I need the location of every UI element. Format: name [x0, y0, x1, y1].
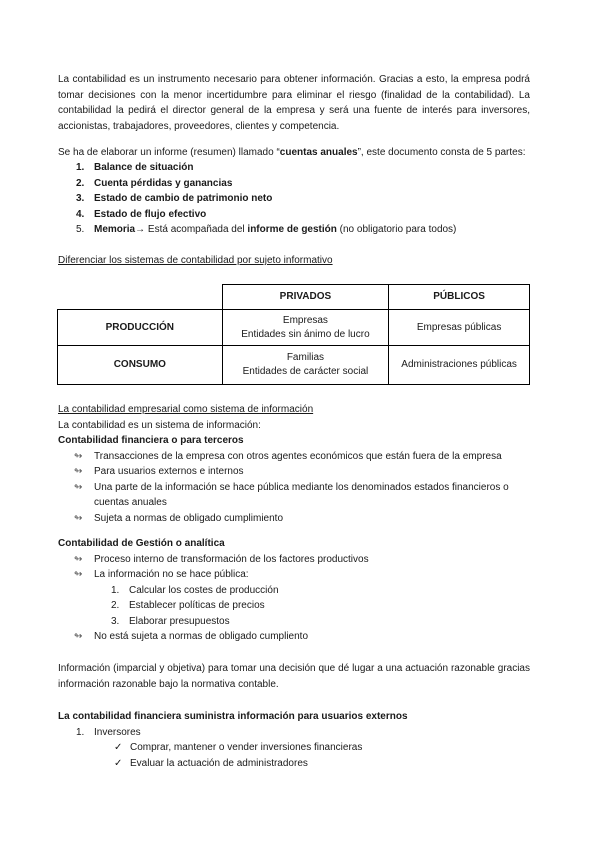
table-row: [58, 310, 530, 346]
list-item: ↬ Para usuarios externos e internos: [74, 464, 538, 480]
list-item: 3. Estado de cambio de patrimonio neto: [76, 193, 273, 204]
gestion-sublist: [111, 583, 538, 630]
curved-arrow-icon: ↬: [74, 466, 83, 477]
list-item: 1. Calcular los costes de producción: [111, 584, 279, 596]
table-cell: Empresas públicas: [389, 310, 530, 346]
empresarial-section: [58, 402, 538, 526]
col-header-publicos: PÚBLICOS: [389, 285, 530, 310]
list-item: ↬ Una parte de la información se hace pública mediante los denominados estados financieros o cuentas anuales: [74, 480, 534, 511]
curved-arrow-icon: ↬: [74, 481, 83, 493]
checkmark-icon: ✓: [114, 757, 123, 769]
intro-paragraph: La contabilidad es un instrumento necesario para obtener información. Gracias a esto, la empresa podrá tomar decisiones con la menor incertidumbre para eliminar el riesgo (finalidad de la contabilidad). La contabilidad la pedirá el director general de la empresa y será una fuente de interés para inversores, accionistas, trabajadores, proveedores, clientes y competencia.: [58, 74, 530, 132]
list-item: 5. Memoria→ Está acompañada del informe de gestión (no obligatorio para todos): [76, 224, 457, 235]
gestion-section: [58, 536, 538, 645]
report-lead: [58, 145, 530, 161]
info-paragraph: Información (imparcial y objetiva) para tomar una decisión que dé lugar a una actuación razonable gracias información razonable bajo la normativa contable.: [58, 663, 530, 690]
list-item: 4. Estado de flujo efectivo: [76, 208, 207, 220]
report-lead-after: ”, este documento consta de 5 partes:: [357, 147, 526, 158]
row-header-consumo: CONSUMO: [58, 346, 223, 385]
list-item: ↬ Proceso interno de transformación de los factores productivos: [74, 552, 538, 568]
curved-arrow-icon: ↬: [74, 512, 83, 524]
list-item: 2. Establecer políticas de precios: [111, 600, 265, 611]
externos-checklist: [114, 740, 538, 771]
list-item: ✓ Evaluar la actuación de administradores: [114, 756, 538, 772]
table-corner: [58, 285, 223, 310]
subjects-table: [57, 284, 530, 385]
report-lead-before: Se ha de elaborar un informe (resumen) llamado “: [58, 147, 280, 158]
table-row: [58, 285, 530, 310]
gestion-list: [74, 552, 538, 645]
list-item: ↬ Transacciones de la empresa con otros agentes económicos que están fuera de la empresa: [74, 449, 538, 465]
list-item: 3. Elaborar presupuestos: [111, 615, 230, 627]
list-item: ↬ Sujeta a normas de obligado cumplimiento: [74, 511, 538, 527]
empresarial-heading: La contabilidad empresarial como sistema de información: [58, 404, 314, 415]
curved-arrow-icon: ↬: [74, 569, 83, 580]
financiera-title: Contabilidad financiera o para terceros: [58, 435, 244, 446]
externos-section: [58, 709, 538, 771]
externos-heading: La contabilidad financiera suministra información para usuarios externos: [58, 711, 408, 722]
table-cell: Familias Entidades de carácter social: [222, 346, 389, 385]
list-item: ↬ La información no se hace pública:: [74, 567, 538, 583]
row-header-produccion: PRODUCCIÓN: [58, 310, 223, 346]
table-cell: Empresas Entidades sin ánimo de lucro: [222, 310, 389, 346]
report-lead-bold: cuentas anuales: [279, 147, 358, 158]
arrow-right-icon: →: [135, 224, 146, 235]
checkmark-icon: ✓: [114, 742, 123, 753]
diff-heading: Diferenciar los sistemas de contabilidad por sujeto informativo: [58, 255, 333, 266]
col-header-privados: PRIVADOS: [222, 285, 389, 310]
curved-arrow-icon: ↬: [74, 450, 83, 462]
financiera-list: [74, 449, 538, 527]
gestion-title: Contabilidad de Gestión o analítica: [58, 538, 225, 549]
curved-arrow-icon: ↬: [74, 553, 83, 565]
table-cell: Administraciones públicas: [389, 346, 530, 385]
report-parts-list: [76, 160, 536, 238]
table-row: [58, 346, 530, 385]
curved-arrow-icon: ↬: [74, 631, 83, 642]
list-item: ↬ No está sujeta a normas de obligado cumpliento: [74, 629, 538, 645]
list-item: ✓ Comprar, mantener o vender inversiones financieras: [114, 740, 538, 756]
empresarial-line: La contabilidad es un sistema de información:: [58, 419, 261, 431]
list-item: 1. Inversores: [76, 726, 141, 738]
list-item: 2. Cuenta pérdidas y ganancias: [76, 177, 233, 189]
list-item: 1. Balance de situación: [76, 162, 194, 173]
